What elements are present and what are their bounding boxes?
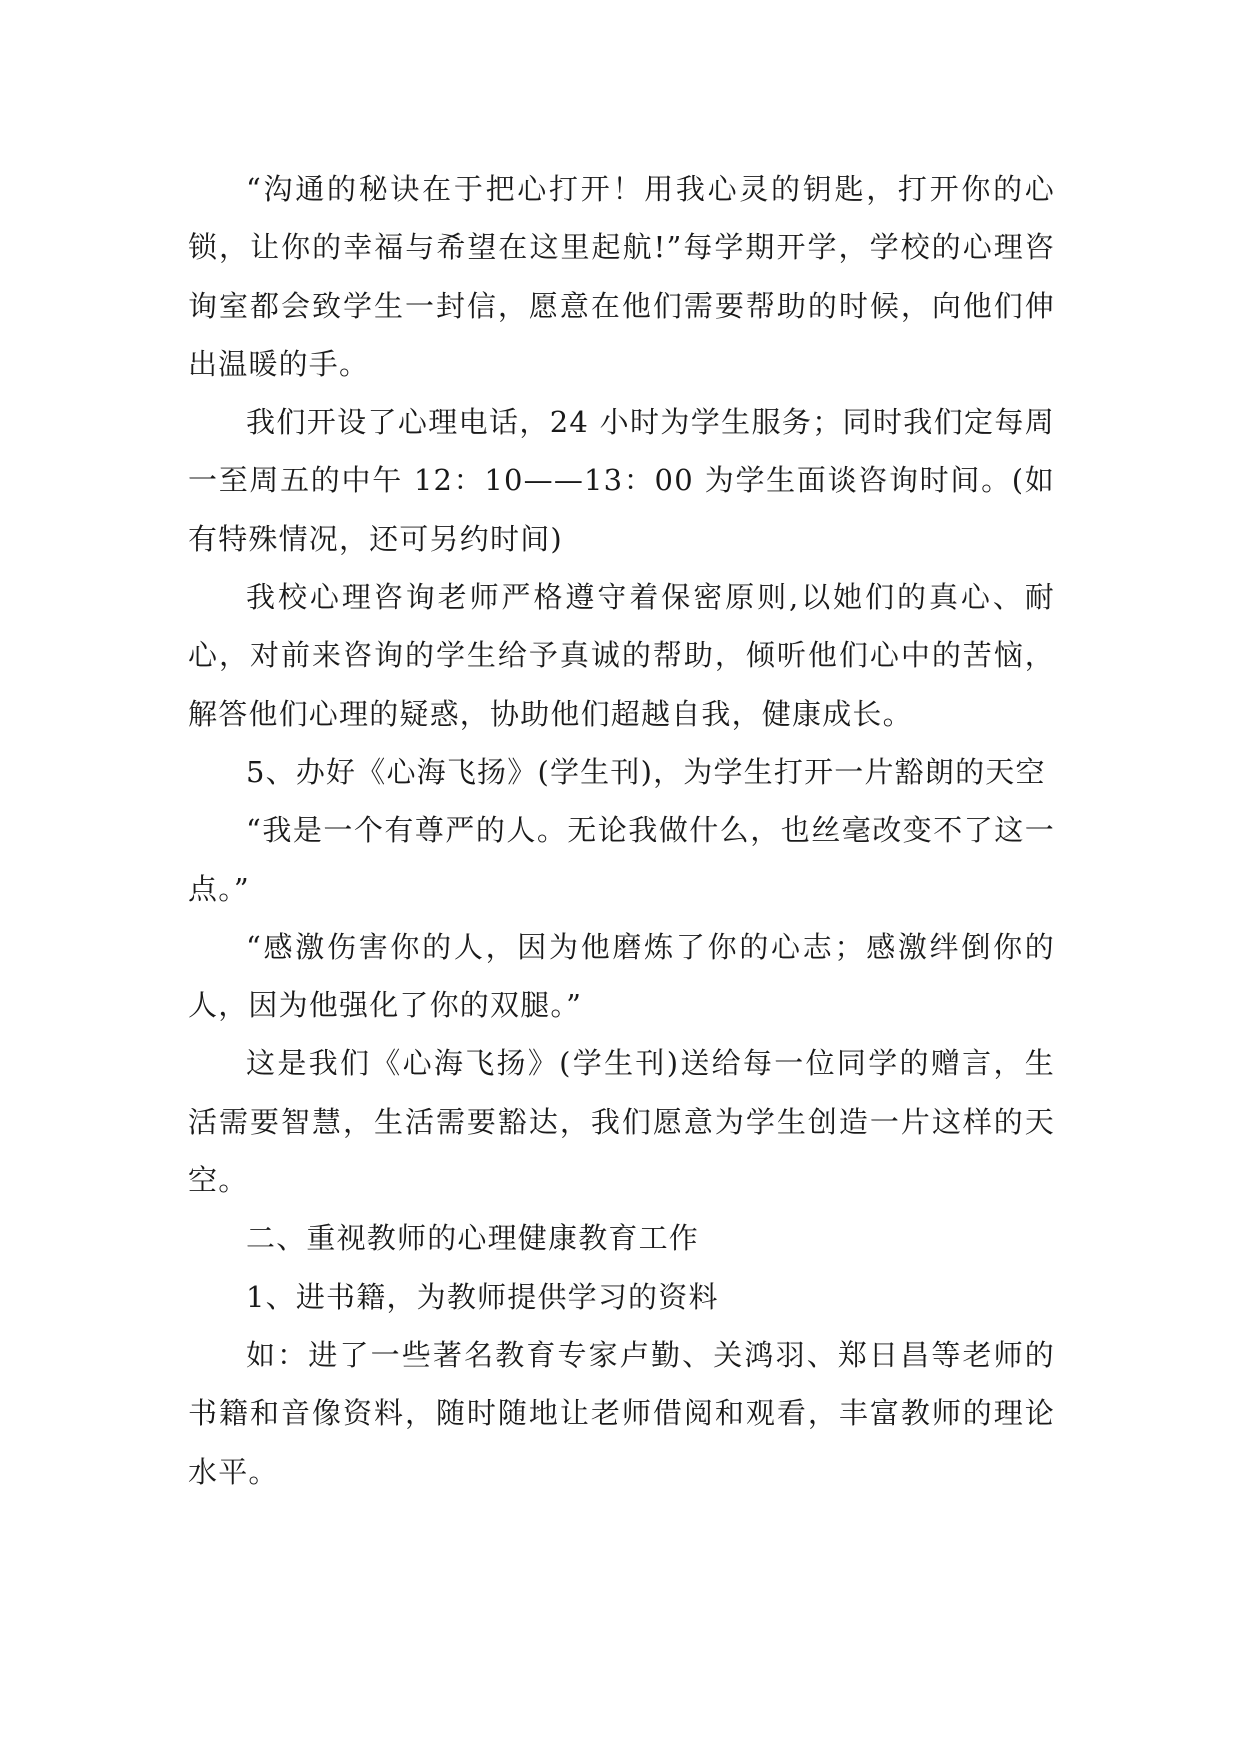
paragraph-quote-gratitude: “感激伤害你的人，因为他磨炼了你的心志；感激绊倒你的人，因为他强化了你的双腿。” [188, 929, 1055, 1023]
paragraph-heading-student-journal: 5、办好《心海飞扬》(学生刊)，为学生打开一片豁朗的天空 [246, 754, 1046, 789]
paragraph-books-detail: 如：进了一些著名教育专家卢勤、关鸿羽、郑日昌等老师的书籍和音像资料，随时随地让老师借阅和观看，丰富教师的理论水平。 [188, 1337, 1055, 1489]
paragraph-heading-books: 1、进书籍，为教师提供学习的资料 [246, 1279, 719, 1314]
document-body [188, 160, 1055, 1501]
paragraph-confidentiality: 我校心理咨询老师严格遵守着保密原则,以她们的真心、耐心，对前来咨询的学生给予真诚的帮助，倾听他们心中的苦恼，解答他们心理的疑惑，协助他们超越自我，健康成长。 [188, 580, 1055, 731]
paragraph-counseling-hotline: 我们开设了心理电话，24 小时为学生服务；同时我们定每周一至周五的中午 12：10——13：00 为学生面谈咨询时间。(如有特殊情况，还可另约时间) [188, 405, 1055, 556]
paragraph-journal-message: 这是我们《心海飞扬》(学生刊)送给每一位同学的赠言，生活需要智慧，生活需要豁达，我们愿意为学生创造一片这样的天空。 [188, 1046, 1055, 1198]
paragraph-heading-teacher-mental-health: 二、重视教师的心理健康教育工作 [246, 1221, 700, 1256]
paragraph-counseling-letter: “沟通的秘诀在于把心打开！用我心灵的钥匙，打开你的心锁，让你的幸福与希望在这里起航!”每学期开学，学校的心理咨询室都会致学生一封信，愿意在他们需要帮助的时候，向他们伸出温暖的手。 [188, 172, 1055, 381]
paragraph-quote-dignity: “我是一个有尊严的人。无论我做什么，也丝毫改变不了这一点。” [188, 813, 1055, 906]
